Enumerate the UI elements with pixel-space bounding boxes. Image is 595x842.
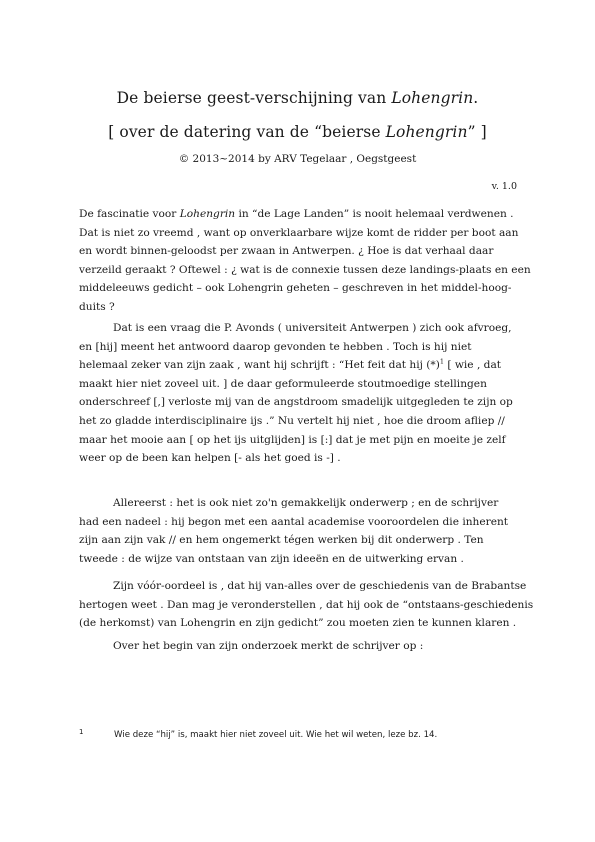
text-line: tweede : de wijze van ontstaan van zijn ideeën en de uitwerking ervan . xyxy=(79,552,464,565)
footnote-text: Wie deze “hij” is, maakt hier niet zoveel uit. Wie het wil weten, leze bz. 14. xyxy=(114,730,438,740)
text-line: Dat is een vraag die P. Avonds ( universiteit Antwerpen ) zich ook afvroeg, xyxy=(113,322,512,334)
text-line: zijn aan zijn vak // en hem ongemerkt tégen werken bij dit onderwerp . Ten xyxy=(79,534,484,547)
text-line: middeleeuws gedicht – ook Lohengrin geheten – geschreven in het middel-hoog- xyxy=(79,282,512,295)
paragraph-3 xyxy=(79,494,519,568)
text-line: weer op de been kan helpen [- als het goed is -] . xyxy=(79,452,341,465)
text-line: het zo gladde interdisciplinaire ijs .” Nu vertelt hij niet , hoe die droom afliep // xyxy=(79,414,505,427)
text-line: en wordt binnen-geloodst per zwaan in Antwerpen. ¿ Hoe is dat verhaal daar xyxy=(79,245,494,258)
subtitle-suffix: ” ] xyxy=(467,123,487,141)
version-label: v. 1.0 xyxy=(491,181,517,192)
text-line: Dat is niet zo vreemd , want op onverklaarbare wijze komt de ridder per boot aan xyxy=(79,226,519,239)
text-line: had een nadeel : hij begon met een aantal academise vooroordelen die inherent xyxy=(79,515,509,528)
text-line: Over het begin van zijn onderzoek merkt de schrijver op : xyxy=(113,640,424,652)
footnote-reference[interactable]: 1 xyxy=(439,357,444,366)
text-line: en [hij] meent het antwoord daarop gevonden te hebben . Toch is hij niet xyxy=(79,340,472,353)
title-text: De beierse geest-verschijning van xyxy=(116,89,392,107)
lohengrin-emphasis: Lohengrin xyxy=(179,208,236,220)
document-subtitle xyxy=(0,123,595,141)
text-line: Allereerst : het is ook niet zo'n gemakkelijk onderwerp ; en de schrijver xyxy=(113,497,499,509)
text-line: hertogen weet . Dan mag je veronderstellen , dat hij ook de “ontstaans-geschiedenis xyxy=(79,598,534,611)
title-emphasis: Lohengrin xyxy=(391,89,474,107)
footnote-number: 1 xyxy=(79,728,84,736)
paragraph-4 xyxy=(79,577,534,633)
text-line: onderschreef [,] verloste mij van de angstdroom smadelijk uitgegleden te zijn op xyxy=(79,396,513,409)
copyright-line: © 2013~2014 by ARV Tegelaar , Oegstgeest xyxy=(178,153,417,165)
title-suffix: . xyxy=(473,89,479,107)
text-line: duits ? xyxy=(79,300,115,313)
paragraph-5 xyxy=(79,637,519,656)
text-line: helemaal zeker van zijn zaak , want hij schrijft : “Het feit dat hij $(*)^1$ [ wie , dat xyxy=(79,357,502,372)
text-line: De fascinatie voor Lohengrin in “de Lage Landen” is nooit helemaal verdwenen . xyxy=(79,208,514,220)
subtitle-text: [ over de datering van de “beierse xyxy=(108,123,386,141)
paragraph-2 xyxy=(79,319,519,468)
paragraph-1 xyxy=(79,205,531,317)
text-line: maar het mooie aan [ op het ijs uitglijden] is [:] dat je met pijn en moeite je zelf xyxy=(79,433,506,446)
text-line: Zijn vóór-oordeel is , dat hij van-alles over de geschiedenis van de Brabantse xyxy=(113,580,527,592)
document-title xyxy=(0,89,595,107)
subtitle-emphasis: Lohengrin xyxy=(385,123,468,141)
text-line: (de herkomst) van Lohengrin en zijn gedicht” zou moeten zien te kunnen klaren . xyxy=(79,617,517,630)
text-line: maakt hier niet zoveel uit. ] de daar geformuleerde stoutmoedige stellingen xyxy=(79,377,487,390)
text-line: verzeild geraakt ? Oftewel : ¿ wat is de connexie tussen deze landings-plaats en een xyxy=(79,263,531,276)
